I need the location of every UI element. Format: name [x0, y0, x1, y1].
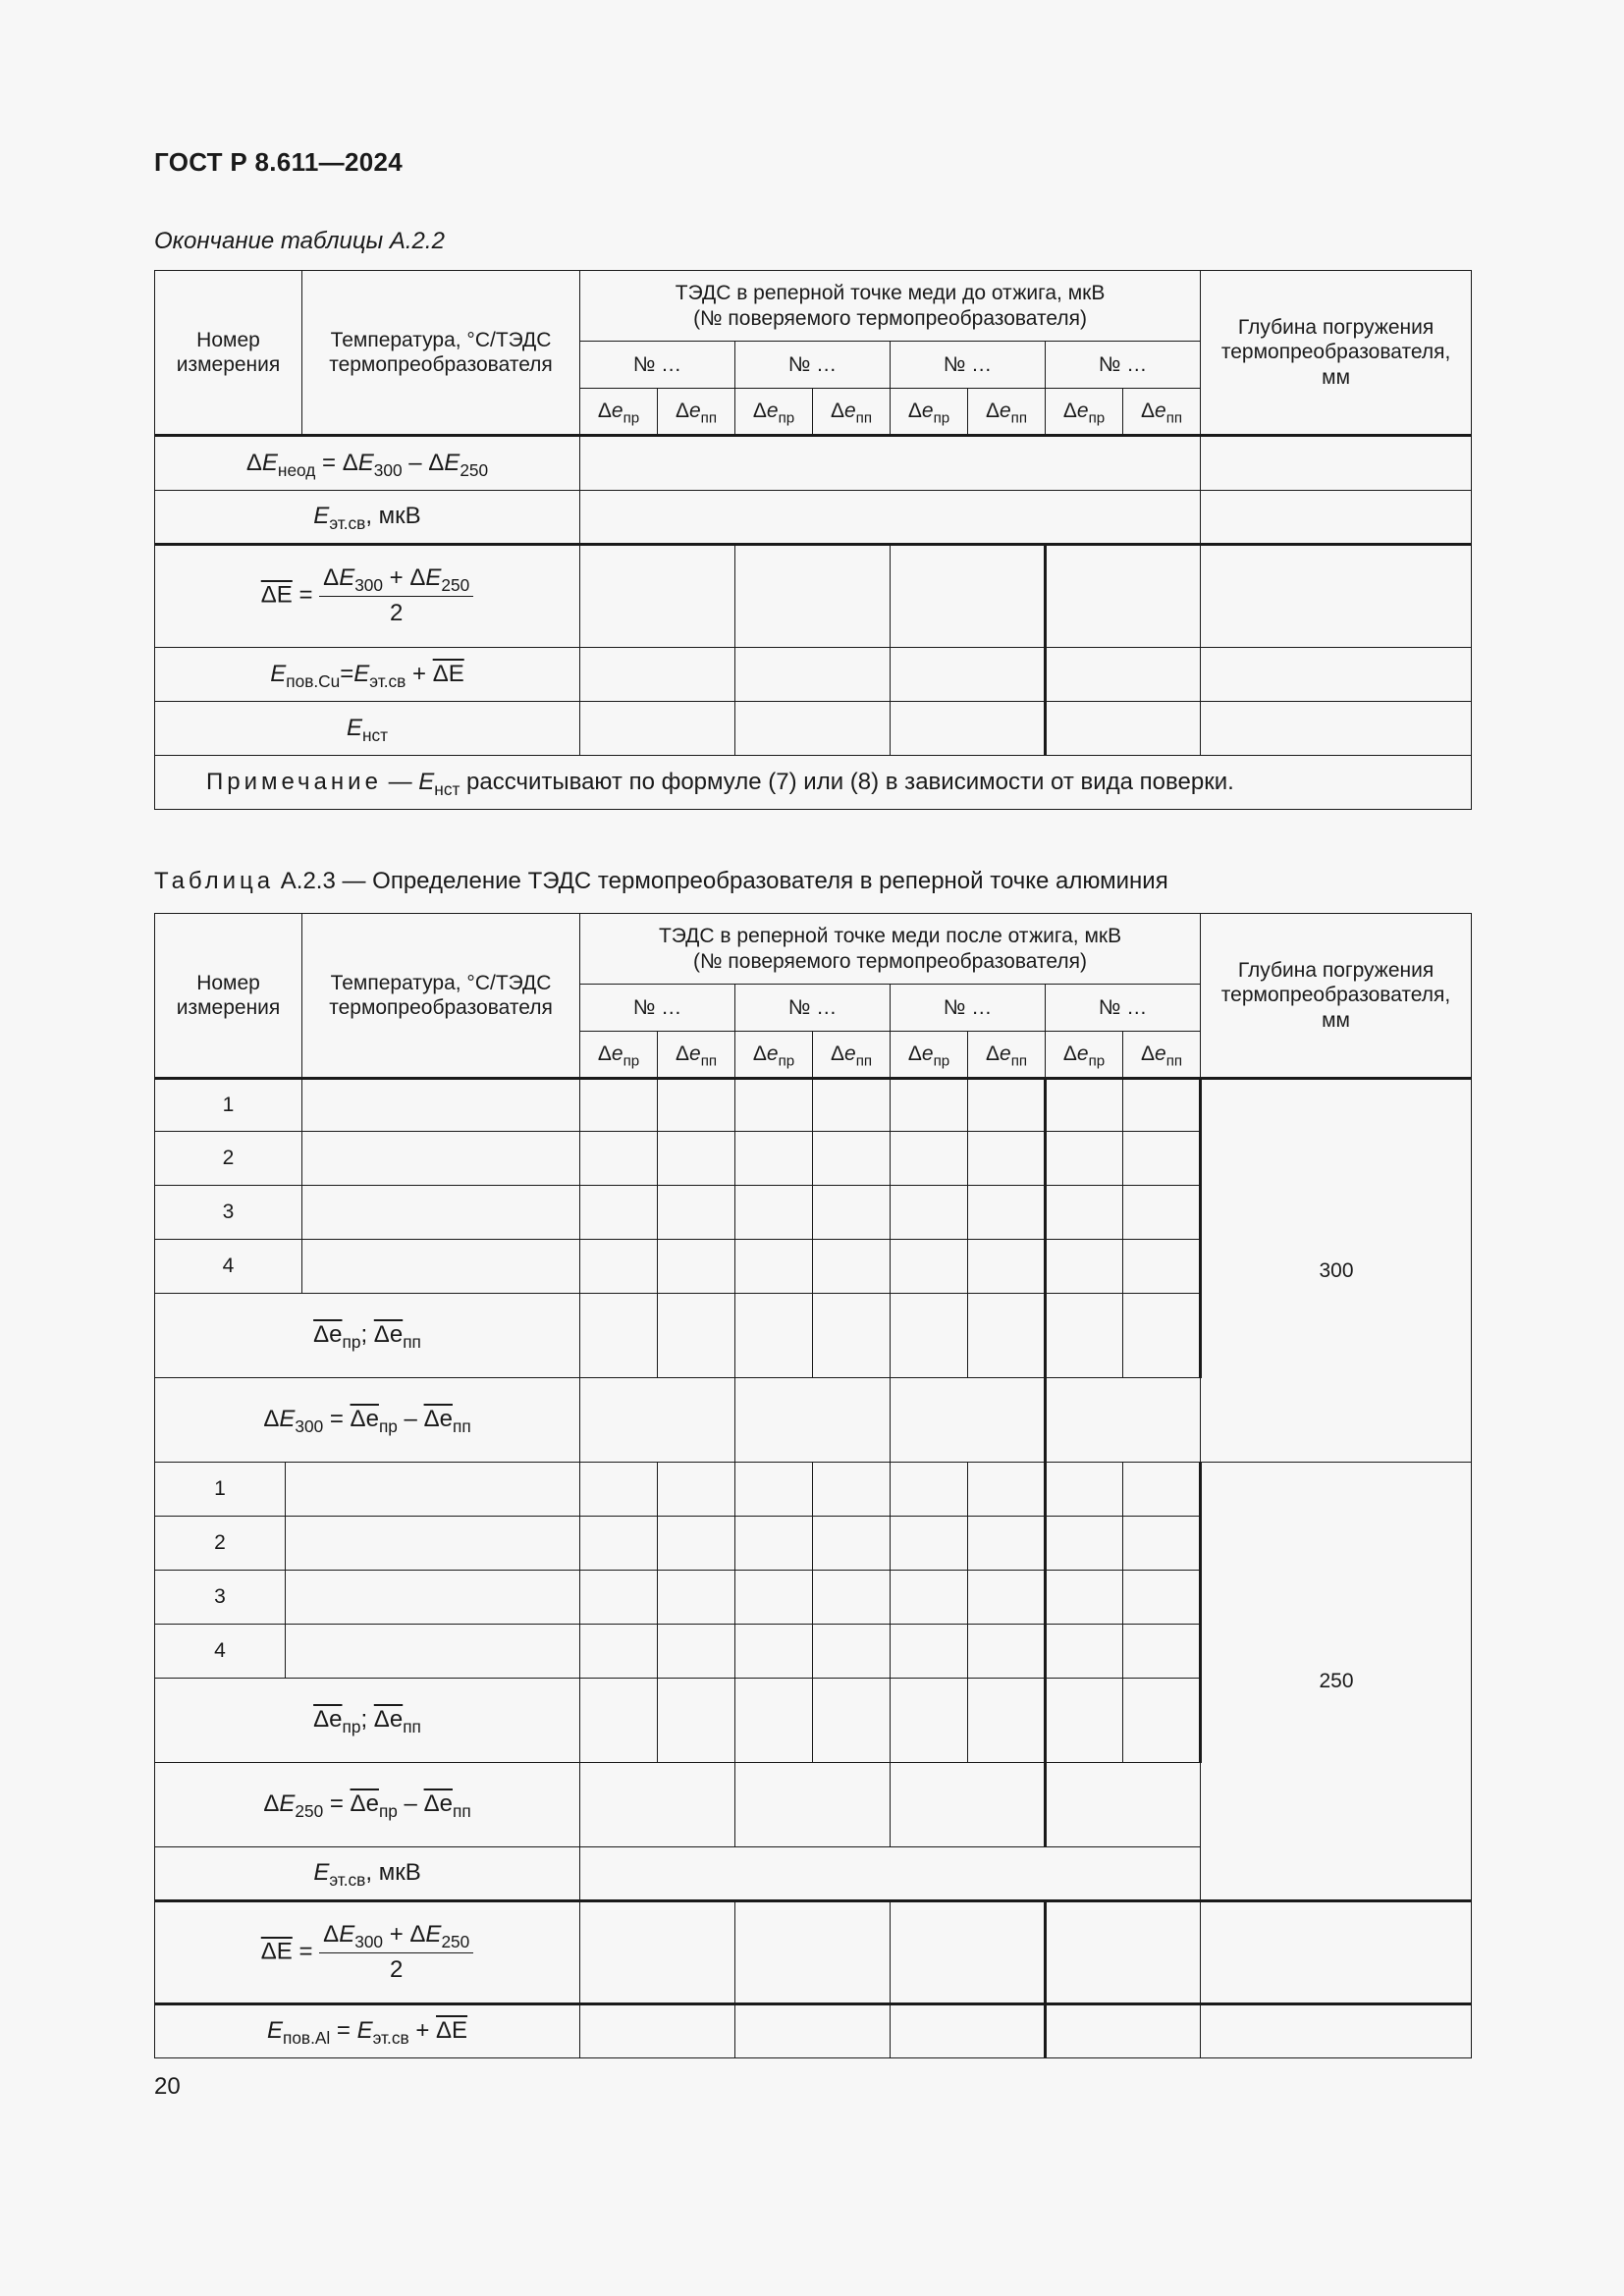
cell — [968, 1571, 1046, 1625]
cell — [891, 648, 1046, 702]
cell — [735, 1625, 813, 1679]
sub-no-1: № … — [580, 985, 735, 1032]
sub-de-pp: $\Delta e_{пп}$ — [1123, 1032, 1201, 1079]
row-number-250: 3 — [155, 1571, 286, 1625]
cell — [891, 1679, 968, 1763]
cell — [891, 1378, 1046, 1463]
cell — [580, 1763, 735, 1847]
cell — [286, 1571, 580, 1625]
row-e-nst-label: $E_{нст}$ — [155, 702, 580, 756]
cell — [1123, 1517, 1201, 1571]
row-number-250: 1 — [155, 1463, 286, 1517]
row-e-neod-depth — [1201, 436, 1472, 491]
cell — [968, 1294, 1046, 1378]
row-number-300: 3 — [155, 1186, 302, 1240]
sub-de-pp: $\Delta e_{пп}$ — [968, 389, 1046, 436]
cell — [1046, 1378, 1201, 1463]
sub-de-pr: $\Delta e_{пр}$ — [1046, 1032, 1123, 1079]
cell — [735, 1679, 813, 1763]
sub-de-pr: $\Delta e_{пр}$ — [735, 389, 813, 436]
sub-de-pp: $\Delta e_{пп}$ — [813, 1032, 891, 1079]
sub-de-pr: $\Delta e_{пр}$ — [580, 1032, 658, 1079]
sub-no-1: № … — [580, 342, 735, 389]
row-e-etsv-label: $E_{эт.св}$, мкВ — [155, 1847, 580, 1901]
cell — [580, 702, 735, 756]
cell — [580, 1901, 735, 2004]
cell — [891, 545, 1046, 648]
cell — [891, 1571, 968, 1625]
cell — [580, 1463, 658, 1517]
cell — [1046, 1763, 1201, 1847]
cell — [1123, 1294, 1201, 1378]
cell — [735, 1763, 891, 1847]
cell — [813, 1463, 891, 1517]
cell — [658, 1463, 735, 1517]
cell — [302, 1186, 580, 1240]
row-e-neod-label: $\Delta E_{неод} = \Delta E_{300} - \Delta E_{250}$ — [155, 436, 580, 491]
cell — [1046, 1679, 1123, 1763]
cell — [658, 1186, 735, 1240]
row-mean-e-label: $\overline{\Delta e}_{пр}$; $\overline{\Delta e}_{пп}$ — [155, 1679, 580, 1763]
cell — [735, 1463, 813, 1517]
col-number-header: Номер измерения — [155, 914, 302, 1079]
cell — [735, 1079, 813, 1132]
cell — [813, 1571, 891, 1625]
cell — [1123, 1625, 1201, 1679]
cell — [580, 1079, 658, 1132]
sub-de-pp: $\Delta e_{пп}$ — [658, 1032, 735, 1079]
cell — [1201, 1901, 1472, 2004]
sub-de-pp: $\Delta e_{пп}$ — [658, 389, 735, 436]
cell — [735, 702, 891, 756]
cell — [813, 1294, 891, 1378]
cell — [735, 1901, 891, 2004]
cell — [286, 1625, 580, 1679]
cell — [580, 545, 735, 648]
cell — [1201, 545, 1472, 648]
cell — [1046, 2004, 1201, 2058]
row-de300-label: $\Delta E_{300} = \overline{\Delta e}_{пр} - \overline{\Delta e}_{пп}$ — [155, 1378, 580, 1463]
cell — [302, 1132, 580, 1186]
table-a22 — [154, 270, 1472, 810]
cell — [1046, 648, 1201, 702]
sub-de-pp: $\Delta e_{пп}$ — [968, 1032, 1046, 1079]
page-number: 20 — [154, 2073, 181, 2100]
cell — [658, 1240, 735, 1294]
cell — [658, 1625, 735, 1679]
cell — [1046, 1571, 1123, 1625]
row-e-etsv-label: $E_{эт.св}$, мкВ — [155, 491, 580, 545]
cell — [968, 1240, 1046, 1294]
cell — [580, 1294, 658, 1378]
row-e-etsv-value — [580, 491, 1201, 545]
cell — [1123, 1679, 1201, 1763]
cell — [1046, 1240, 1123, 1294]
cell — [735, 648, 891, 702]
cell — [1046, 1294, 1123, 1378]
cell — [1123, 1132, 1201, 1186]
cell — [580, 1625, 658, 1679]
col-tedc-header: ТЭДС в реперной точке меди до отжига, мкВ (№ поверяемого термопреобразователя) — [580, 271, 1201, 342]
cell — [891, 1132, 968, 1186]
col-temperature-header: Температура, °С/ТЭДС термопреобразователя — [302, 271, 580, 436]
cell — [1046, 1132, 1123, 1186]
row-number-300: 2 — [155, 1132, 302, 1186]
row-mean-e-label: $\overline{\Delta e}_{пр}$; $\overline{\Delta e}_{пп}$ — [155, 1294, 580, 1378]
sub-de-pr: $\Delta e_{пр}$ — [891, 1032, 968, 1079]
cell — [968, 1186, 1046, 1240]
cell — [580, 648, 735, 702]
cell — [968, 1463, 1046, 1517]
cell — [891, 1294, 968, 1378]
table-a23-caption: Таблица А.2.3 — Определение ТЭДС термопреобразователя в реперной точке алюминия — [154, 868, 1168, 894]
cell — [968, 1079, 1046, 1132]
cell — [813, 1679, 891, 1763]
cell — [891, 2004, 1046, 2058]
cell — [813, 1625, 891, 1679]
depth-250: 250 — [1201, 1463, 1472, 1901]
row-number-250: 4 — [155, 1625, 286, 1679]
sub-de-pr: $\Delta e_{пр}$ — [735, 1032, 813, 1079]
cell — [1046, 1625, 1123, 1679]
cell — [735, 1294, 813, 1378]
cell — [735, 1571, 813, 1625]
cell — [1201, 702, 1472, 756]
sub-de-pp: $\Delta e_{пп}$ — [1123, 389, 1201, 436]
cell — [1123, 1240, 1201, 1294]
table-a22-caption: Окончание таблицы А.2.2 — [154, 228, 445, 254]
cell — [580, 1186, 658, 1240]
cell — [1046, 1463, 1123, 1517]
cell — [580, 1571, 658, 1625]
row-e-etsv-value — [580, 1847, 1201, 1901]
table-a23 — [154, 913, 1472, 2058]
cell — [813, 1240, 891, 1294]
cell — [1123, 1079, 1201, 1132]
cell — [1201, 648, 1472, 702]
cell — [1201, 2004, 1472, 2058]
sub-no-4: № … — [1046, 985, 1201, 1032]
sub-de-pp: $\Delta e_{пп}$ — [813, 389, 891, 436]
cell — [735, 1378, 891, 1463]
cell — [891, 1517, 968, 1571]
row-e-pov-cu-label: $E_{пов.Cu}=E_{эт.св} + \overline{\Delta E}$ — [155, 648, 580, 702]
cell — [658, 1517, 735, 1571]
cell — [891, 1240, 968, 1294]
cell — [735, 1132, 813, 1186]
cell — [735, 1240, 813, 1294]
cell — [813, 1517, 891, 1571]
cell — [1046, 702, 1201, 756]
cell — [891, 1463, 968, 1517]
sub-no-3: № … — [891, 985, 1046, 1032]
cell — [658, 1079, 735, 1132]
sub-no-2: № … — [735, 985, 891, 1032]
col-temperature-header: Температура, °С/ТЭДС термопреобразователя — [302, 914, 580, 1079]
row-e-etsv-depth — [1201, 491, 1472, 545]
cell — [891, 1901, 1046, 2004]
row-number-250: 2 — [155, 1517, 286, 1571]
cell — [302, 1240, 580, 1294]
cell — [580, 1517, 658, 1571]
row-e-neod-value — [580, 436, 1201, 491]
cell — [580, 1132, 658, 1186]
cell — [968, 1517, 1046, 1571]
cell — [580, 1378, 735, 1463]
row-mean-de-label: $\overline{\Delta E}$ = $\frac{\Delta E_{300} + \Delta E_{250}}{2}$ — [155, 1901, 580, 2004]
cell — [968, 1679, 1046, 1763]
cell — [658, 1571, 735, 1625]
document-header: ГОСТ Р 8.611—2024 — [154, 147, 403, 177]
cell — [580, 2004, 735, 2058]
cell — [1046, 1517, 1123, 1571]
sub-no-2: № … — [735, 342, 891, 389]
cell — [735, 545, 891, 648]
cell — [658, 1132, 735, 1186]
cell — [735, 1517, 813, 1571]
depth-300: 300 — [1201, 1079, 1472, 1463]
cell — [813, 1132, 891, 1186]
row-number-300: 1 — [155, 1079, 302, 1132]
cell — [286, 1463, 580, 1517]
cell — [658, 1294, 735, 1378]
row-e-pov-al-label: $E_{пов.Al} = E_{эт.св} + \overline{\Delta E}$ — [155, 2004, 580, 2058]
cell — [580, 1679, 658, 1763]
cell — [302, 1079, 580, 1132]
cell — [1123, 1463, 1201, 1517]
col-depth-header: Глубина погружения термопреобразователя, мм — [1201, 271, 1472, 436]
cell — [1046, 1186, 1123, 1240]
cell — [1123, 1571, 1201, 1625]
sub-de-pr: $\Delta e_{пр}$ — [580, 389, 658, 436]
sub-no-3: № … — [891, 342, 1046, 389]
cell — [891, 1763, 1046, 1847]
cell — [580, 1240, 658, 1294]
cell — [813, 1186, 891, 1240]
cell — [286, 1517, 580, 1571]
table-note: Примечание — $E_{нст}$ рассчитывают по формуле (7) или (8) в зависимости от вида поверки. — [155, 756, 1472, 810]
cell — [891, 702, 1046, 756]
cell — [658, 1679, 735, 1763]
cell — [813, 1079, 891, 1132]
cell — [735, 1186, 813, 1240]
row-number-300: 4 — [155, 1240, 302, 1294]
row-mean-de-label: $\overline{\Delta E}$ = $\frac{\Delta E_{300} + \Delta E_{250}}{2}$ — [155, 545, 580, 648]
sub-de-pr: $\Delta e_{пр}$ — [891, 389, 968, 436]
cell — [968, 1132, 1046, 1186]
col-depth-header: Глубина погружения термопреобразователя, мм — [1201, 914, 1472, 1079]
cell — [891, 1186, 968, 1240]
row-de250-label: $\Delta E_{250} = \overline{\Delta e}_{пр} - \overline{\Delta e}_{пп}$ — [155, 1763, 580, 1847]
cell — [1046, 1901, 1201, 2004]
col-tedc-header: ТЭДС в реперной точке меди после отжига, мкВ (№ поверяемого термопреобразователя) — [580, 914, 1201, 985]
cell — [891, 1625, 968, 1679]
cell — [1046, 545, 1201, 648]
sub-de-pr: $\Delta e_{пр}$ — [1046, 389, 1123, 436]
sub-no-4: № … — [1046, 342, 1201, 389]
cell — [735, 2004, 891, 2058]
cell — [1046, 1079, 1123, 1132]
cell — [1123, 1186, 1201, 1240]
cell — [891, 1079, 968, 1132]
col-number-header: Номер измерения — [155, 271, 302, 436]
cell — [968, 1625, 1046, 1679]
